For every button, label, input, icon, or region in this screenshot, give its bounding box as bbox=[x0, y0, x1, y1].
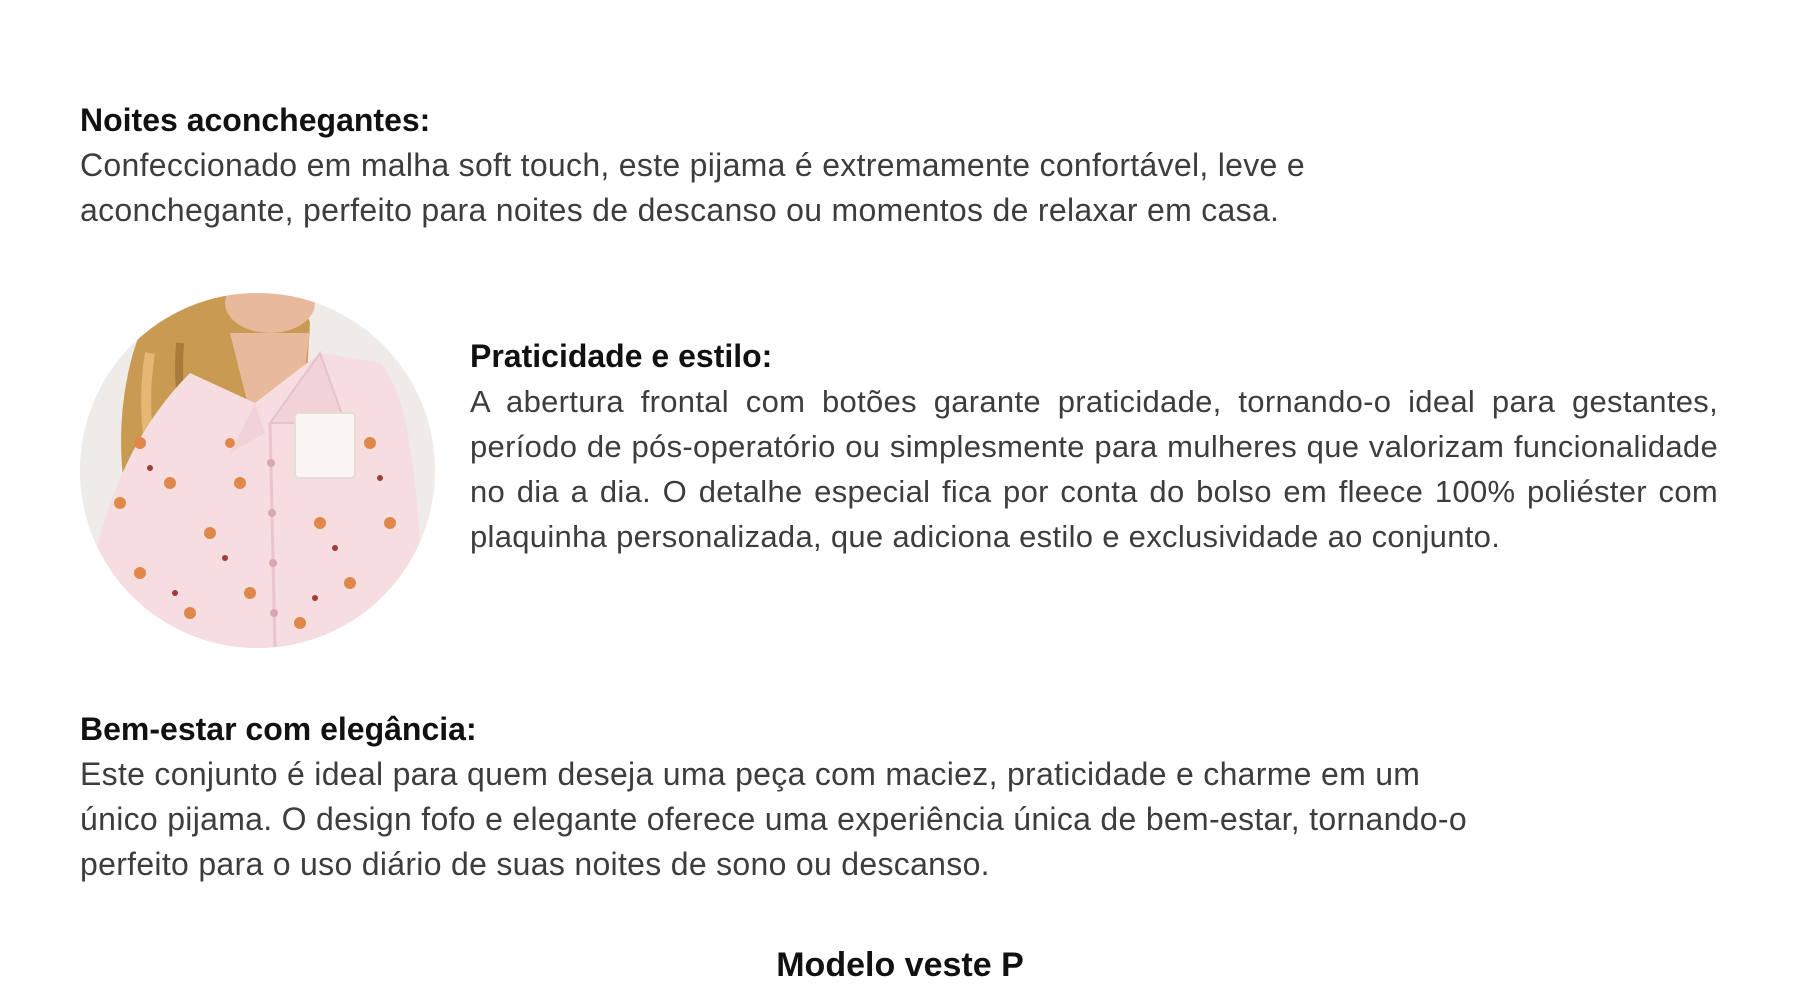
section-praticidade-estilo bbox=[470, 333, 1718, 559]
section-text-line: único pijama. O design fofo e elegante oferece uma experiência única de bem-estar, tornando-o bbox=[80, 801, 1467, 837]
model-pajama-illustration bbox=[80, 293, 435, 648]
section-text: A abertura frontal com botões garante praticidade, tornando-o ideal para gestantes, período de pós-operatório ou simplesmente para mulheres que valorizam funcionalidade no dia a dia. O detalhe especial fica por conta do bolso em fleece 100% poliéster com plaquinha personalizada, que adiciona estilo e exclusividade ao conjunto. bbox=[470, 384, 1718, 554]
product-photo-circle bbox=[80, 293, 435, 648]
section-noites-aconchegantes bbox=[80, 97, 1520, 233]
section-title: Noites aconchegantes: bbox=[80, 102, 431, 138]
model-size-note: Modelo veste P bbox=[776, 946, 1024, 984]
section-text-line: Este conjunto é ideal para quem deseja uma peça com maciez, praticidade e charme em um bbox=[80, 756, 1421, 792]
section-bem-estar bbox=[80, 706, 1680, 887]
section-title: Praticidade e estilo: bbox=[470, 338, 773, 374]
section-text-line: aconchegante, perfeito para noites de descanso ou momentos de relaxar em casa. bbox=[80, 192, 1280, 228]
section-text-line: perfeito para o uso diário de suas noites de sono ou descanso. bbox=[80, 846, 990, 882]
section-title: Bem-estar com elegância: bbox=[80, 711, 477, 747]
section-text-line: Confeccionado em malha soft touch, este pijama é extremamente confortável, leve e bbox=[80, 147, 1305, 183]
